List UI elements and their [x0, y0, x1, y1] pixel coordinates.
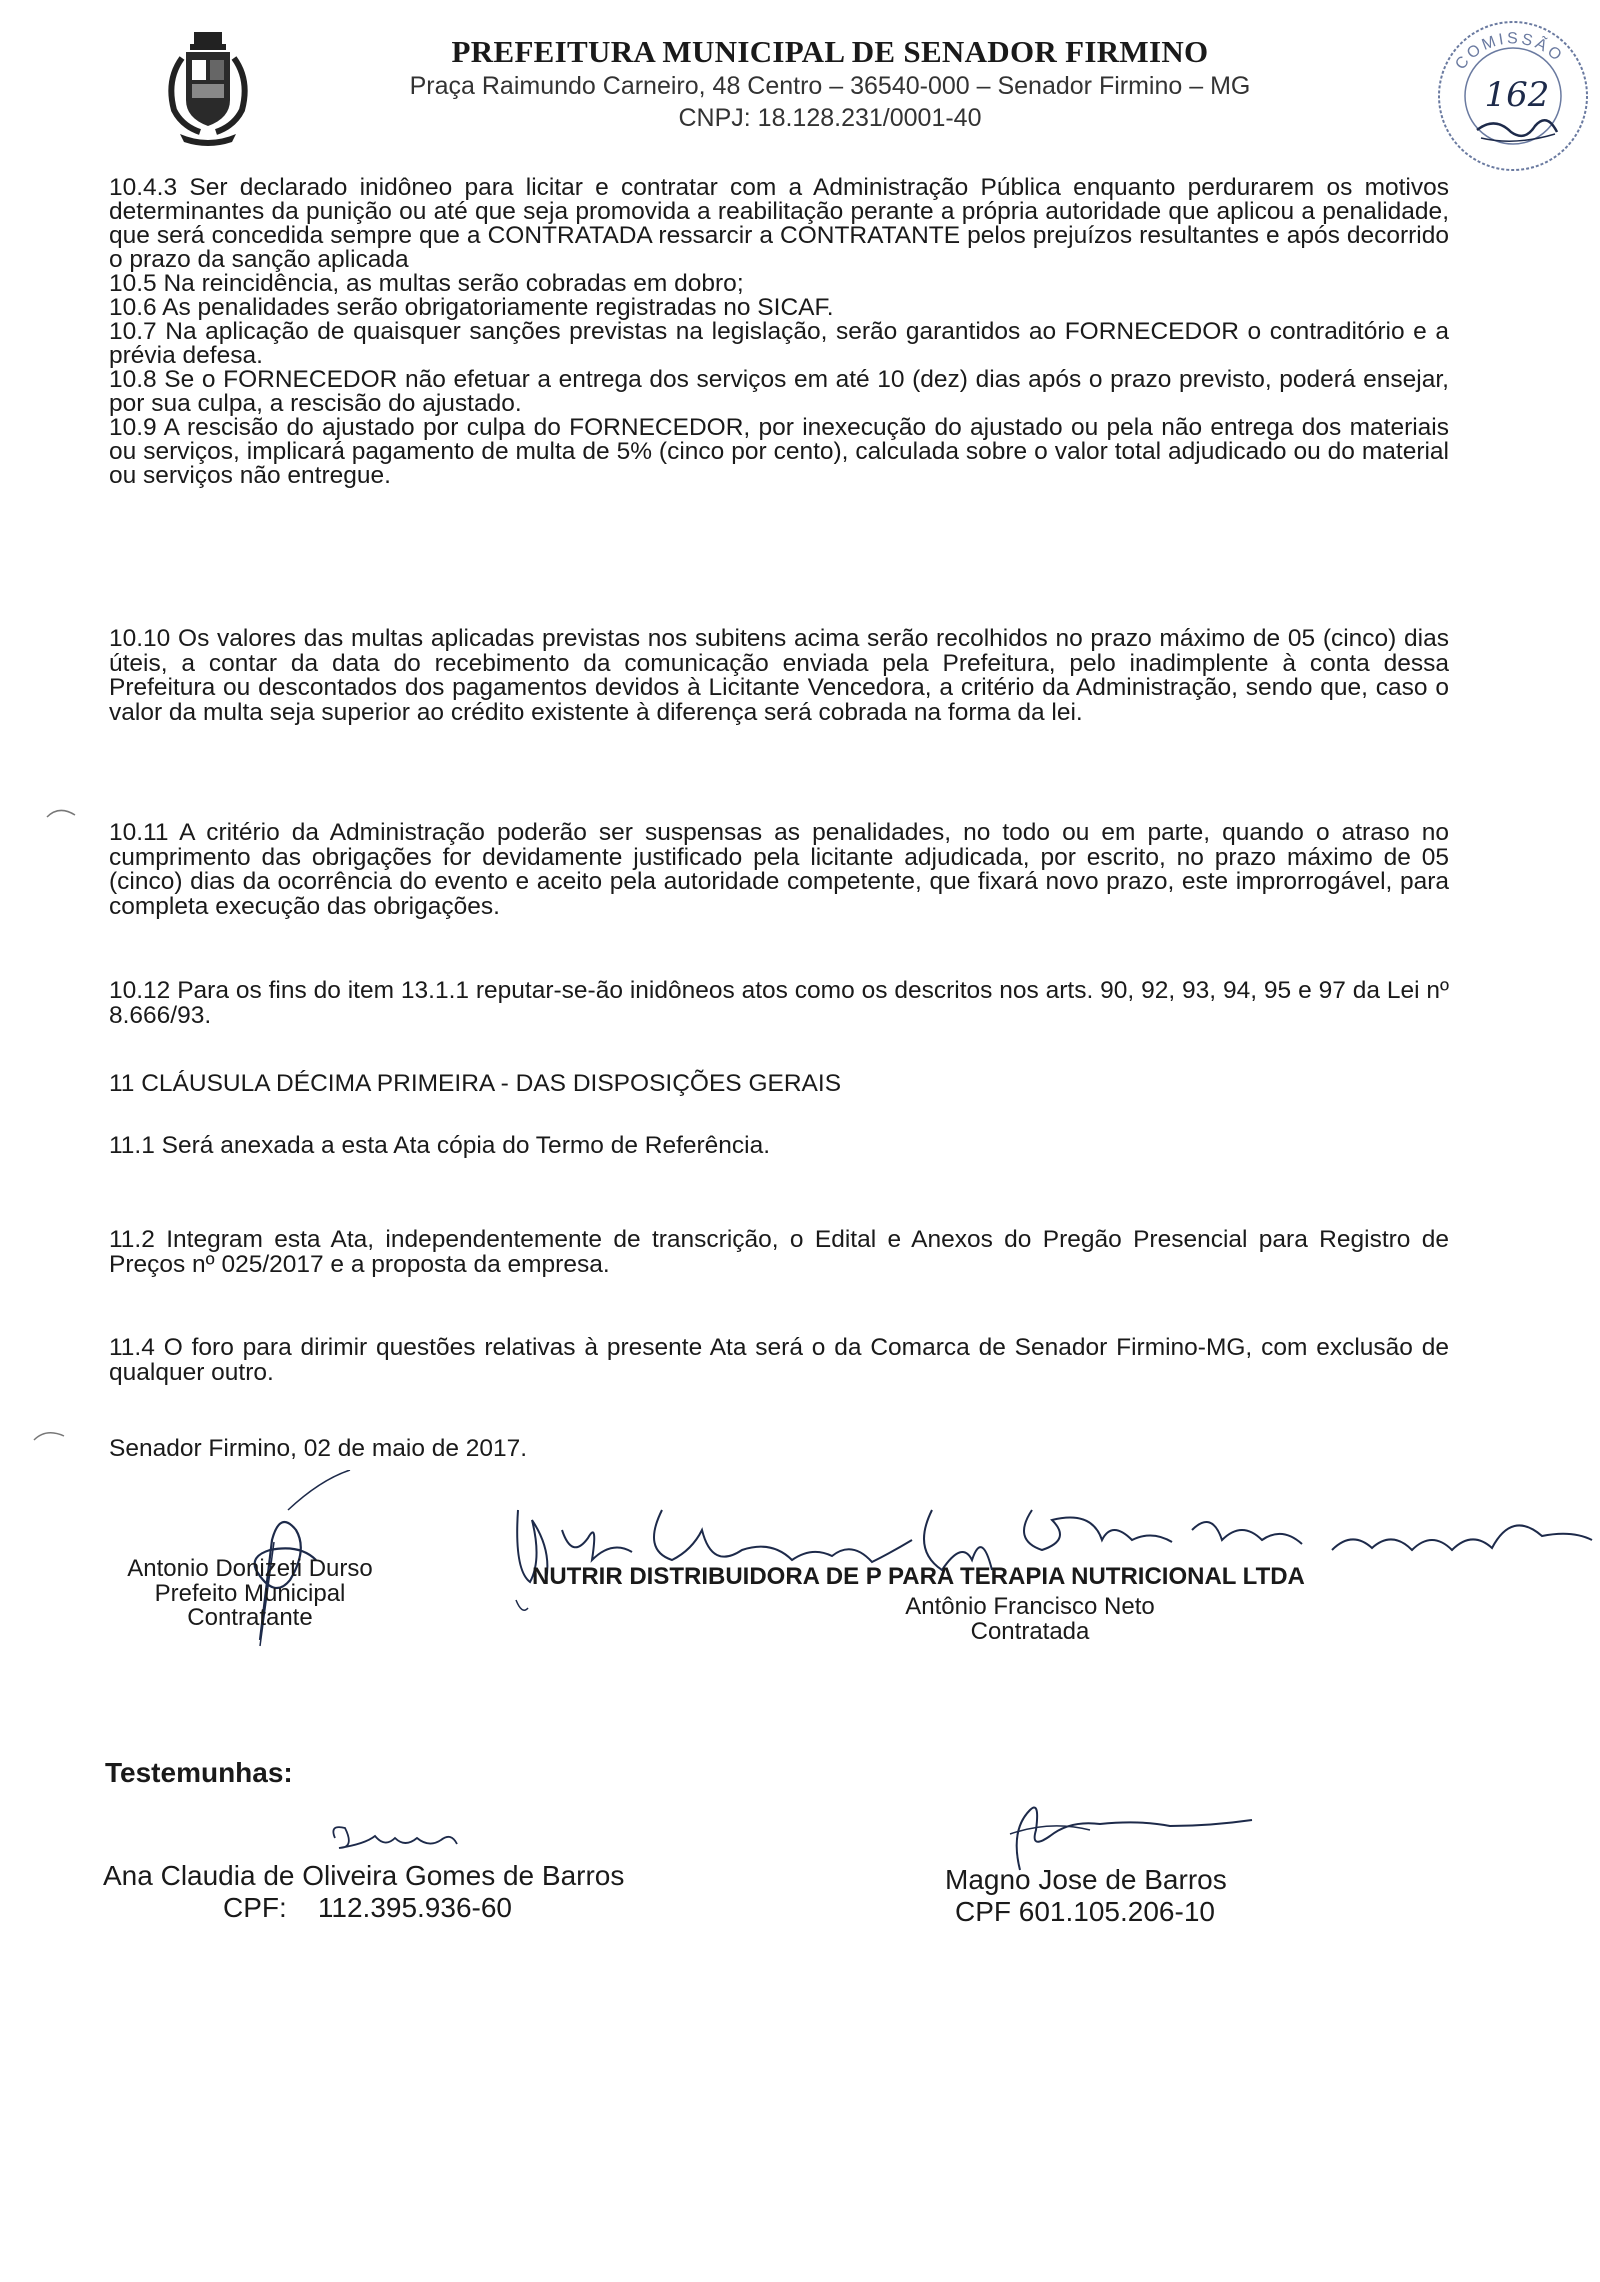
- contratada-name: Antônio Francisco Neto: [905, 1593, 1155, 1620]
- witness-left-signature: [325, 1818, 475, 1858]
- paragraph-11-2: 11.2 Integram esta Ata, independentemente de transcrição, o Edital e Anexos do Pregão Presencial para Registro de Preços nº 025/2017 e a proposta da empresa.: [109, 1226, 1449, 1278]
- contratada-block: [830, 1595, 1230, 1644]
- municipality-title: PREFEITURA MUNICIPAL DE SENADOR FIRMINO: [451, 34, 1209, 69]
- witness-left-name: Ana Claudia de Oliveira Gomes de Barros: [103, 1860, 625, 1891]
- clause-11-heading: 11 CLÁUSULA DÉCIMA PRIMEIRA - DAS DISPOSIÇÕES GERAIS: [109, 1070, 842, 1097]
- page-number: 162: [1484, 75, 1550, 115]
- paragraph-10-9: 10.9 A rescisão do ajustado por culpa do FORNECEDOR, por inexecução do ajustado ou pela não entrega dos materiais ou serviços, implicará pagamento de multa de 5% (cinco por cento), calculada sobre o valor total adjudicado ou do material ou serviços não entregue.: [109, 414, 1449, 489]
- contratante-name: Antonio Donizeti Durso: [127, 1555, 373, 1582]
- contratada-party: Contratada: [970, 1617, 1090, 1645]
- witness-right-cpf: CPF 601.105.206-10: [955, 1896, 1215, 1927]
- paragraph-10-5: 10.5 Na reincidência, as multas serão cobradas em dobro;: [109, 270, 744, 297]
- clause-10-block: [109, 176, 1449, 488]
- contratante-party: Contratante: [187, 1604, 313, 1631]
- municipality-address: Praça Raimundo Carneiro, 48 Centro – 36540-000 – Senador Firmino – MG: [409, 72, 1251, 100]
- witnesses-title: Testemunhas:: [105, 1757, 293, 1788]
- witness-left-cpf: CPF: 112.395.936-60: [223, 1892, 512, 1923]
- margin-mark: [32, 1428, 72, 1442]
- paragraph-10-11: 10.11 A critério da Administração poderão ser suspensas as penalidades, no todo ou em parte, quando o atraso no cumprimento das obrigações for devidamente justificado pela licitante adjudicada, por escrito, no prazo máximo de 05 (cinco) dias da ocorrência do evento e aceito pela autoridade competente, que fixará novo prazo, este improrrogável, para completa execução das obrigações.: [109, 819, 1449, 920]
- margin-mark: [45, 805, 85, 819]
- paragraph-10-7: 10.7 Na aplicação de quaisquer sanções previstas na legislação, serão garantidos ao FORNECEDOR o contraditório e a prévia defesa.: [109, 318, 1449, 369]
- paragraph-11-4: 11.4 O foro para dirimir questões relativas à presente Ata será o da Comarca de Senador Firmino-MG, com exclusão de qualquer outro.: [109, 1334, 1449, 1386]
- witness-right: [945, 1864, 1227, 1928]
- paragraph-10-4-3: 10.4.3 Ser declarado inidôneo para licitar e contratar com a Administração Pública enquanto perdurarem os motivos determinantes da punição ou até que seja promovida a reabilitação perante a própria autoridade que aplicou a penalidade, que será concedida sempre que a CONTRATADA ressarcir a CONTRATANTE pelos prejuízos resultantes e após decorrido o prazo da sanção aplicada: [109, 174, 1449, 273]
- paragraph-10-12: 10.12 Para os fins do item 13.1.1 reputar-se-ão inidôneos atos como os descritos nos arts. 90, 92, 93, 94, 95 e 97 da Lei nº 8.666/93.: [109, 977, 1449, 1029]
- stamp-label: COMISSÃO: [1452, 30, 1567, 74]
- coat-of-arms-icon: [160, 30, 256, 150]
- paragraph-11-1: 11.1 Será anexada a esta Ata cópia do Termo de Referência.: [109, 1132, 771, 1159]
- date-line: Senador Firmino, 02 de maio de 2017.: [109, 1435, 528, 1462]
- municipality-cnpj: CNPJ: 18.128.231/0001-40: [678, 104, 982, 132]
- contratante-role: Prefeito Municipal: [154, 1579, 346, 1607]
- paragraph-10-10: 10.10 Os valores das multas aplicadas previstas nos subitens acima serão recolhidos no prazo máximo de 05 (cinco) dias úteis, a contar da data do recebimento da comunicação enviada pela Prefeitura, pelo inadimplente à conta dessa Prefeitura ou descontados dos pagamentos devidos à Licitante Vencedora, a critério da Administração, sendo que, caso o valor da multa seja superior ao crédito existente à diferença será cobrada na forma da lei.: [109, 625, 1449, 726]
- witness-left: [103, 1860, 624, 1924]
- contratada-company: NUTRIR DISTRIBUIDORA DE P PARA TERAPIA NUTRICIONAL LTDA: [532, 1563, 1305, 1590]
- witness-right-name: Magno Jose de Barros: [945, 1864, 1227, 1895]
- page-stamp: [1425, 8, 1600, 183]
- contratante-block: [100, 1557, 400, 1631]
- paragraph-10-8: 10.8 Se o FORNECEDOR não efetuar a entrega dos serviços em até 10 (dez) dias após o prazo previsto, poderá ensejar, por sua culpa, a rescisão do ajustado.: [109, 366, 1449, 417]
- paragraph-10-6: 10.6 As penalidades serão obrigatoriamente registradas no SICAF.: [109, 294, 834, 321]
